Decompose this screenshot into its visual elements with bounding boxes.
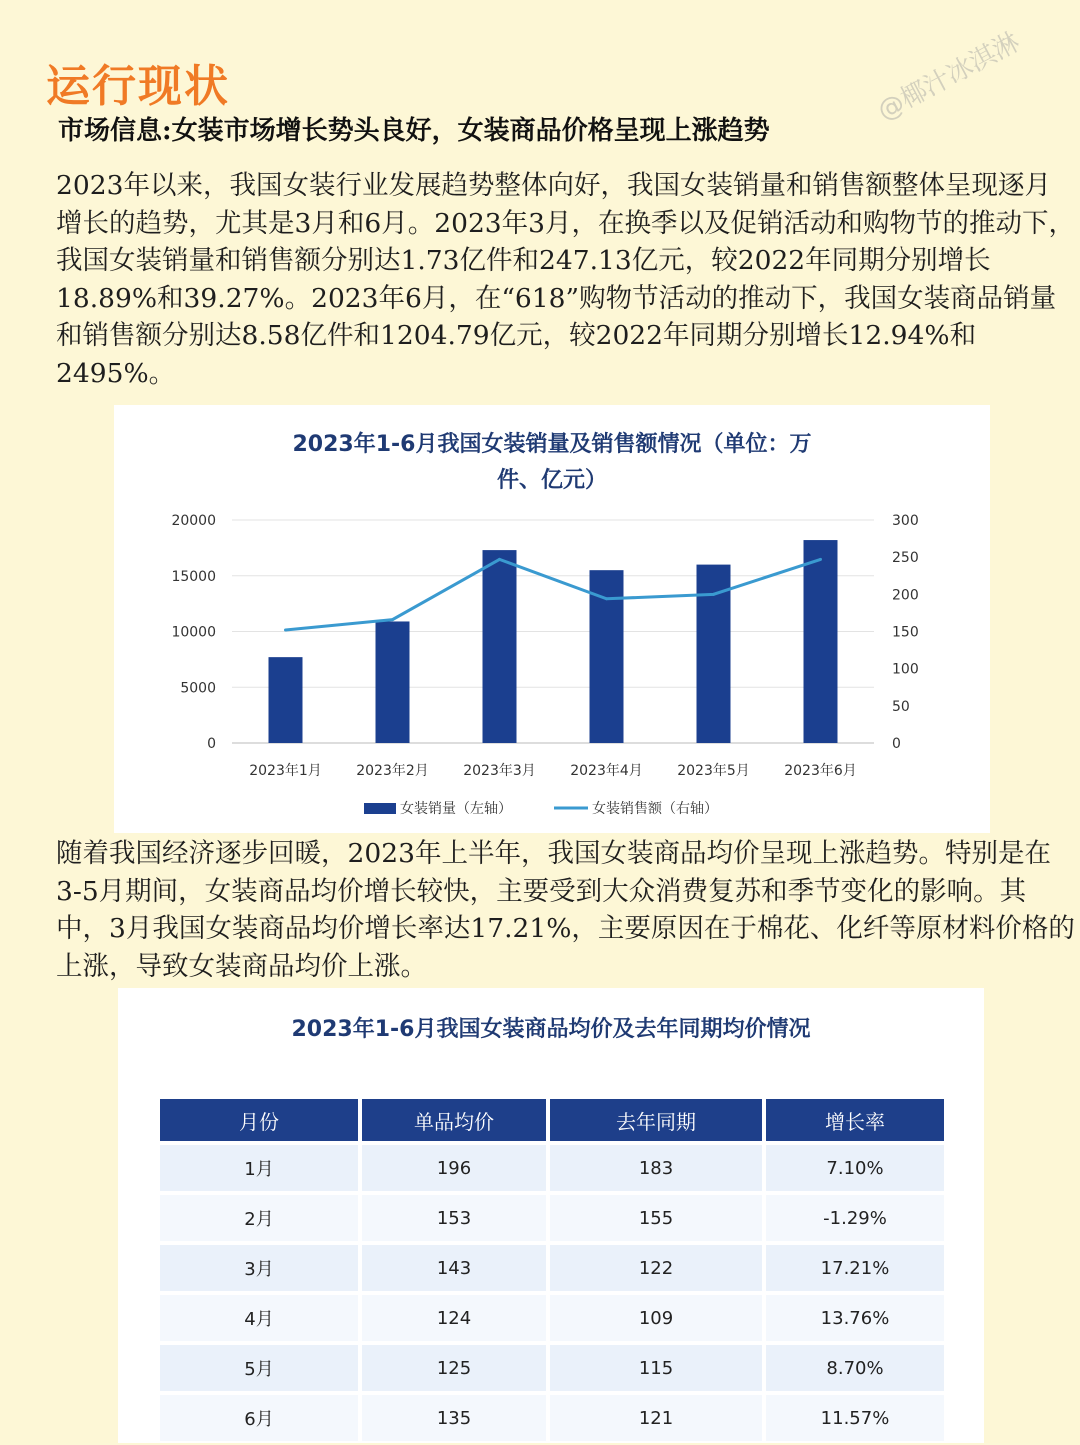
chart-title-line2: 件、亿元）	[496, 468, 607, 493]
cell-month: 5月	[160, 1345, 358, 1391]
price-table-card	[118, 988, 984, 1443]
cell-growth: 11.57%	[766, 1395, 944, 1441]
y-left-tick-label: 5000	[180, 680, 216, 697]
cell-last-year: 121	[550, 1395, 762, 1441]
x-tick-label: 2023年3月	[463, 763, 536, 779]
y-right-tick-label: 50	[892, 698, 910, 715]
cell-last-year: 109	[550, 1295, 762, 1341]
y-left-tick-label: 20000	[171, 513, 216, 529]
y-left-tick-label: 10000	[171, 624, 216, 641]
table-row	[160, 1145, 944, 1191]
y-right-tick-label: 0	[892, 736, 901, 752]
cell-month: 3月	[160, 1245, 358, 1291]
cell-growth: 7.10%	[766, 1145, 944, 1191]
watermark: @椰汁冰淇淋	[872, 27, 1025, 127]
cell-last-year: 122	[550, 1245, 762, 1291]
cell-month: 6月	[160, 1395, 358, 1441]
table-header-row	[160, 1099, 944, 1141]
header-avg-price: 单品均价	[362, 1099, 546, 1141]
cell-avg-price: 153	[362, 1195, 546, 1241]
cell-last-year: 115	[550, 1345, 762, 1391]
cell-last-year: 183	[550, 1145, 762, 1191]
chart-title-line1: 2023年1-6月我国女装销量及销售额情况（单位：万	[292, 432, 812, 457]
y-left-tick-label: 0	[207, 736, 216, 752]
point-sales-amount	[498, 558, 501, 561]
x-tick-label: 2023年2月	[356, 763, 429, 779]
legend-swatch-bar	[364, 803, 396, 814]
y-right-tick-label: 100	[892, 661, 919, 678]
cell-avg-price: 196	[362, 1145, 546, 1191]
point-sales-amount	[605, 597, 608, 600]
bar-sales-volume	[590, 570, 624, 743]
bar-sales-volume	[269, 657, 303, 743]
y-left-tick-label: 15000	[171, 568, 216, 585]
cell-month: 1月	[160, 1145, 358, 1191]
cell-growth: 13.76%	[766, 1295, 944, 1341]
table-row	[160, 1395, 944, 1441]
table-row	[160, 1295, 944, 1341]
cell-avg-price: 125	[362, 1345, 546, 1391]
y-right-tick-label: 300	[892, 513, 919, 529]
y-right-tick-label: 150	[892, 624, 919, 641]
sales-chart-card	[114, 405, 990, 833]
legend-label-bar: 女装销量（左轴）	[400, 801, 512, 817]
cell-last-year: 155	[550, 1195, 762, 1241]
point-sales-amount	[819, 558, 822, 561]
line-sales-amount	[286, 559, 821, 630]
header-last-year: 去年同期	[550, 1099, 762, 1141]
cell-growth: -1.29%	[766, 1195, 944, 1241]
cell-growth: 8.70%	[766, 1345, 944, 1391]
bar-sales-volume	[483, 550, 517, 743]
x-tick-label: 2023年6月	[784, 763, 857, 779]
header-month: 月份	[160, 1099, 358, 1141]
table-row	[160, 1245, 944, 1291]
x-tick-label: 2023年1月	[249, 763, 322, 779]
y-right-tick-label: 200	[892, 587, 919, 604]
bar-sales-volume	[804, 540, 838, 743]
table-title: 2023年1-6月我国女装商品均价及去年同期均价情况	[291, 1017, 811, 1042]
cell-avg-price: 135	[362, 1395, 546, 1441]
cell-avg-price: 124	[362, 1295, 546, 1341]
point-sales-amount	[391, 618, 394, 621]
cell-month: 2月	[160, 1195, 358, 1241]
x-tick-label: 2023年5月	[677, 763, 750, 779]
sales-chart	[114, 405, 990, 833]
section-subtitle: 市场信息:女装市场增长势头良好，女装商品价格呈现上涨趋势	[58, 116, 770, 146]
intro-paragraph: 2023年以来，我国女装行业发展趋势整体向好，我国女装销量和销售额整体呈现逐月增长的趋势，尤其是3月和6月。2023年3月，在换季以及促销活动和购物节的推动下，我国女装销量和销售额分别达1.73亿件和247.13亿元，较2022年同期分别增长18.89%和39.27%。2023年6月，在“618”购物节活动的推动下，我国女装商品销量和销售额分别达8.58亿件和1204.79亿元，较2022年同期分别增长12.94%和2495%。	[56, 170, 1076, 389]
point-sales-amount	[284, 629, 287, 632]
cell-growth: 17.21%	[766, 1245, 944, 1291]
point-sales-amount	[712, 593, 715, 596]
header-growth: 增长率	[766, 1099, 944, 1141]
y-right-tick-label: 250	[892, 550, 919, 567]
cell-month: 4月	[160, 1295, 358, 1341]
legend-label-line: 女装销售额（右轴）	[592, 801, 718, 817]
x-tick-label: 2023年4月	[570, 763, 643, 779]
table-row	[160, 1195, 944, 1241]
cell-avg-price: 143	[362, 1245, 546, 1291]
price-paragraph: 随着我国经济逐步回暖，2023年上半年，我国女装商品均价呈现上涨趋势。特别是在3-5月期间，女装商品均价增长较快，主要受到大众消费复苏和季节变化的影响。其中，3月我国女装商品均价增长率达17.21%，主要原因在于棉花、化纤等原材料价格的上涨，导致女装商品均价上涨。	[56, 838, 1075, 982]
price-table	[156, 1095, 948, 1445]
page-title: 运行现状	[46, 61, 230, 112]
bar-sales-volume	[376, 621, 410, 743]
table-row	[160, 1345, 944, 1391]
